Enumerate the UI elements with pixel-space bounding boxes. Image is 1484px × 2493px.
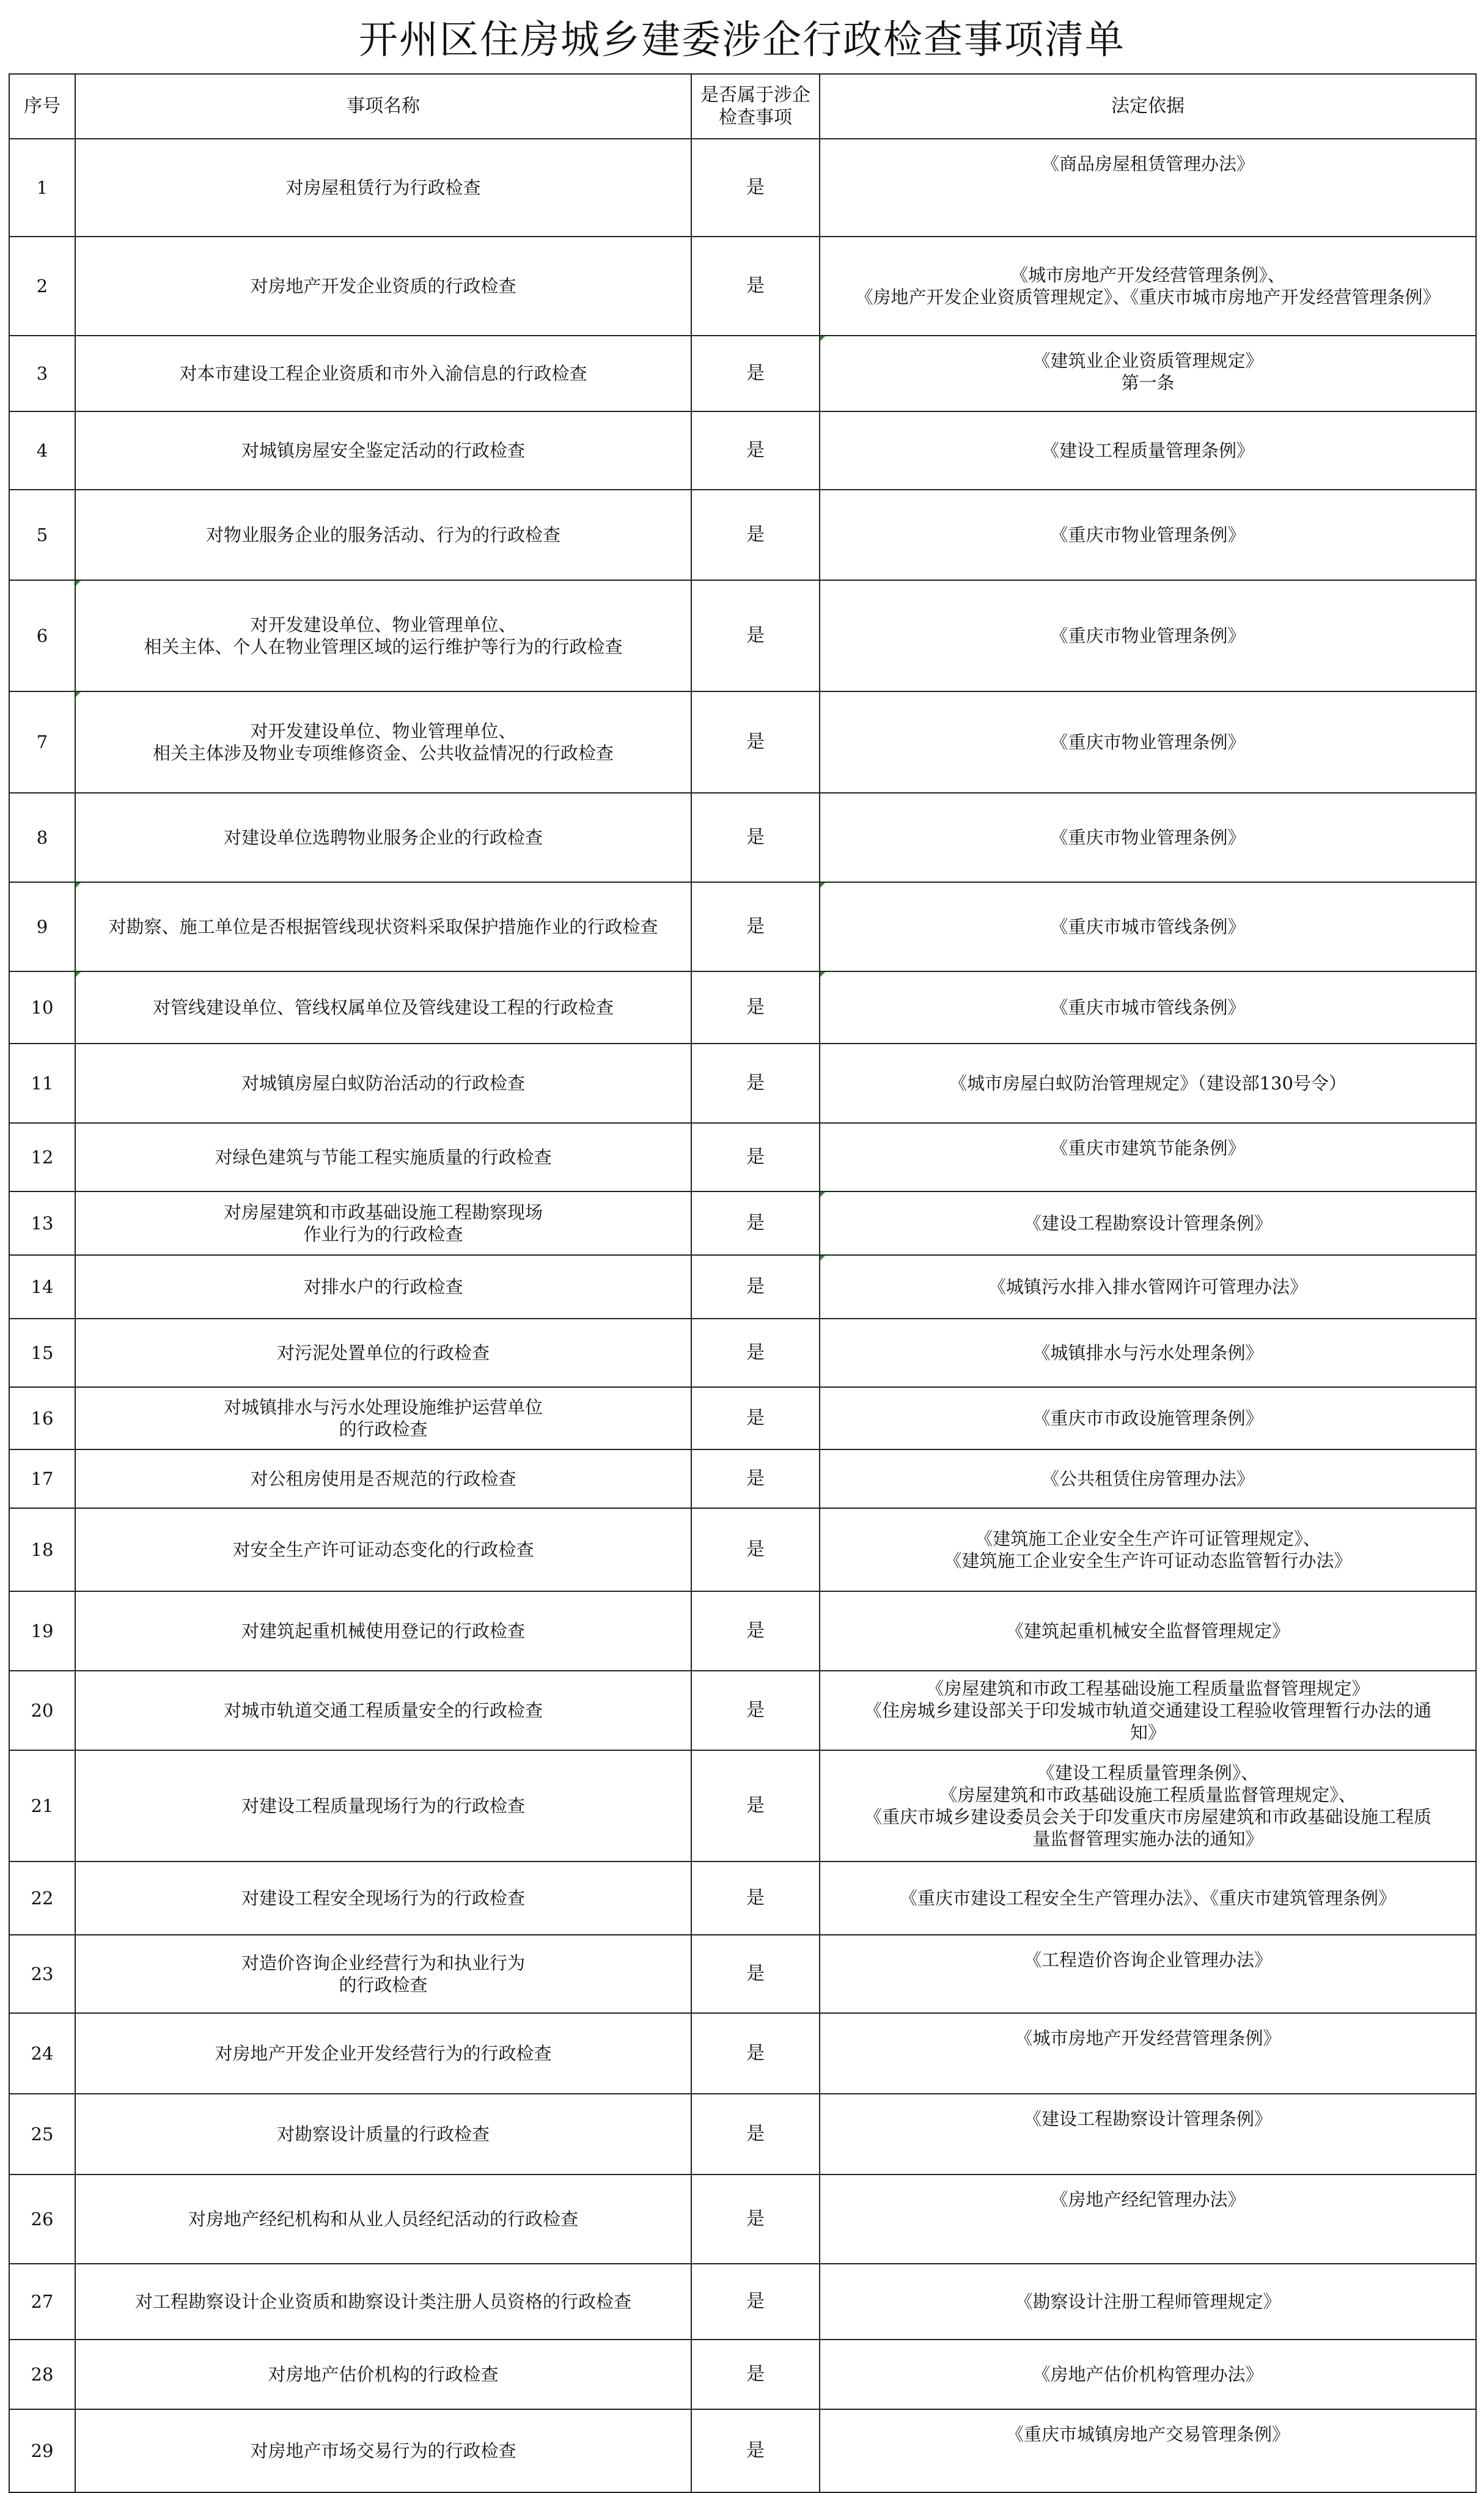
cell-enterprise: 是 [691, 580, 820, 691]
cell-name-line: 对开发建设单位、物业管理单位、 [250, 614, 516, 635]
cell-basis-line: 《城镇排水与污水处理条例》 [1032, 1342, 1263, 1363]
cell-basis-line: 《工程造价咨询企业管理办法》 [1023, 1950, 1272, 1970]
cell-basis [820, 2409, 1476, 2492]
cell-enterprise: 是 [691, 2264, 820, 2340]
cell-basis-line: 《房屋建筑和市政基础设施工程质量监督管理规定》、 [939, 1784, 1356, 1805]
cell-enterprise: 是 [691, 237, 820, 336]
cell-name [75, 2174, 691, 2264]
cell-basis [820, 1449, 1476, 1508]
cell-basis-line: 《重庆市城市管线条例》 [1050, 916, 1246, 937]
cell-basis-line: 《住房城乡建设部关于印发城市轨道交通建设工程验收管理暂行办法的通 [864, 1699, 1431, 1721]
cell-basis-line: 《重庆市市政设施管理条例》 [1032, 1407, 1263, 1429]
cell-name-line: 对城镇房屋安全鉴定活动的行政检查 [241, 440, 525, 461]
header-enterprise-line1: 是否属于涉企 [700, 84, 810, 106]
table-row [9, 1508, 1476, 1591]
cell-no: 8 [9, 793, 75, 882]
table-row [9, 2094, 1476, 2174]
cell-basis-line: 《城市房屋白蚁防治管理规定》（建设部130号令） [949, 1072, 1346, 1094]
header-no: 序号 [9, 74, 75, 139]
cell-corner-mark [820, 972, 825, 977]
cell-name-line: 相关主体、个人在物业管理区域的运行维护等行为的行政检查 [144, 636, 623, 657]
document-title: 开州区住房城乡建委涉企行政检查事项清单 [359, 18, 1125, 63]
cell-enterprise: 是 [691, 1255, 820, 1319]
cell-name-line: 对建设工程质量现场行为的行政检查 [241, 1795, 525, 1816]
table-row [9, 1255, 1476, 1319]
cell-name-line: 相关主体涉及物业专项维修资金、公共收益情况的行政检查 [152, 743, 614, 764]
cell-basis-line: 《建设工程勘察设计管理条例》 [1023, 2108, 1272, 2129]
cell-basis [820, 1508, 1476, 1591]
cell-name-line: 对公租房使用是否规范的行政检查 [250, 1468, 516, 1489]
cell-name [75, 2409, 691, 2492]
table-row [9, 2264, 1476, 2340]
cell-name-line: 对开发建设单位、物业管理单位、 [250, 720, 516, 742]
cell-enterprise: 是 [691, 2340, 820, 2409]
cell-no: 1 [9, 139, 75, 237]
cell-enterprise: 是 [691, 1935, 820, 2013]
cell-no: 17 [9, 1449, 75, 1508]
cell-no: 24 [9, 2013, 75, 2094]
cell-enterprise: 是 [691, 1750, 820, 1861]
table-row [9, 1191, 1476, 1255]
cell-basis-line: 《商品房屋租赁管理办法》 [1041, 153, 1254, 174]
cell-enterprise: 是 [691, 411, 820, 490]
cell-basis [820, 2094, 1476, 2174]
cell-name [75, 1935, 691, 2013]
cell-name-line: 对房地产经纪机构和从业人员经纪活动的行政检查 [188, 2208, 578, 2230]
cell-name-line: 对城市轨道交通工程质量安全的行政检查 [223, 1699, 543, 1721]
cell-basis-line: 《重庆市城市管线条例》 [1050, 996, 1246, 1018]
cell-name [75, 580, 691, 691]
cell-name [75, 2340, 691, 2409]
cell-basis [820, 971, 1476, 1044]
table-row [9, 2340, 1476, 2409]
table-row [9, 1671, 1476, 1750]
cell-basis-line: 《重庆市物业管理条例》 [1050, 625, 1246, 646]
cell-no: 25 [9, 2094, 75, 2174]
cell-basis [820, 237, 1476, 336]
table-row [9, 1935, 1476, 2013]
cell-name [75, 1191, 691, 1255]
cell-no: 5 [9, 490, 75, 580]
cell-enterprise: 是 [691, 1449, 820, 1508]
table-row [9, 691, 1476, 793]
table-row [9, 1123, 1476, 1191]
cell-name-line: 对建设单位选聘物业服务企业的行政检查 [223, 827, 543, 848]
cell-name [75, 411, 691, 490]
cell-name [75, 793, 691, 882]
cell-basis [820, 139, 1476, 237]
cell-no: 29 [9, 2409, 75, 2492]
cell-no: 19 [9, 1591, 75, 1671]
cell-name [75, 1861, 691, 1935]
cell-enterprise: 是 [691, 1191, 820, 1255]
cell-no: 15 [9, 1319, 75, 1387]
cell-basis-line: 《房地产经纪管理办法》 [1050, 2189, 1246, 2210]
cell-name [75, 139, 691, 237]
header-enterprise-line2: 检查事项 [719, 107, 792, 128]
cell-name [75, 1750, 691, 1861]
cell-name-line: 对房地产开发企业资质的行政检查 [250, 275, 516, 296]
table-row [9, 2013, 1476, 2094]
cell-name [75, 237, 691, 336]
table-row [9, 1449, 1476, 1508]
cell-basis [820, 1191, 1476, 1255]
cell-no: 22 [9, 1861, 75, 1935]
cell-corner-mark [76, 692, 81, 697]
cell-basis [820, 580, 1476, 691]
cell-basis-line: 《建筑业企业资质管理规定》 [1032, 350, 1263, 371]
cell-name [75, 1449, 691, 1508]
cell-name [75, 1319, 691, 1387]
table-row [9, 411, 1476, 490]
table-row [9, 490, 1476, 580]
cell-basis-line: 《重庆市物业管理条例》 [1050, 827, 1246, 848]
cell-enterprise: 是 [691, 2174, 820, 2264]
cell-basis [820, 1861, 1476, 1935]
cell-basis-line: 《城镇污水排入排水管网许可管理办法》 [988, 1276, 1307, 1297]
cell-name-line: 对房地产开发企业开发经营行为的行政检查 [215, 2042, 552, 2064]
cell-name [75, 1508, 691, 1591]
cell-basis-line: 量监督管理实施办法的通知》 [1032, 1828, 1263, 1850]
cell-basis [820, 1935, 1476, 2013]
table-row [9, 1044, 1476, 1123]
cell-basis [820, 1387, 1476, 1449]
cell-enterprise: 是 [691, 1861, 820, 1935]
cell-no: 10 [9, 971, 75, 1044]
cell-name-line: 对本市建设工程企业资质和市外入渝信息的行政检查 [179, 363, 587, 384]
cell-basis-line: 《房地产开发企业资质管理规定》、《重庆市城市房地产开发经营管理条例》 [855, 287, 1441, 307]
cell-basis-line: 《重庆市物业管理条例》 [1050, 731, 1246, 753]
cell-basis [820, 411, 1476, 490]
cell-basis-line: 《重庆市城镇房地产交易管理条例》 [1005, 2424, 1290, 2445]
cell-name [75, 2264, 691, 2340]
cell-name [75, 2013, 691, 2094]
table-row [9, 1387, 1476, 1449]
cell-name-line: 对安全生产许可证动态变化的行政检查 [232, 1539, 534, 1560]
cell-name-line: 对工程勘察设计企业资质和勘察设计类注册人员资格的行政检查 [134, 2291, 631, 2312]
cell-no: 9 [9, 882, 75, 971]
cell-enterprise: 是 [691, 2013, 820, 2094]
cell-name-line: 对建筑起重机械使用登记的行政检查 [241, 1620, 525, 1641]
cell-no: 28 [9, 2340, 75, 2409]
cell-basis-line: 《重庆市物业管理条例》 [1050, 524, 1246, 545]
table-row [9, 237, 1476, 336]
cell-name [75, 1044, 691, 1123]
cell-name-line: 对房地产市场交易行为的行政检查 [250, 2440, 516, 2461]
cell-enterprise: 是 [691, 1319, 820, 1387]
cell-basis-line: 《建设工程勘察设计管理条例》 [1023, 1212, 1272, 1234]
cell-corner-mark [820, 1256, 825, 1261]
table-row [9, 2409, 1476, 2492]
cell-corner-mark [76, 972, 81, 977]
cell-basis [820, 336, 1476, 411]
cell-name [75, 1671, 691, 1750]
cell-no: 26 [9, 2174, 75, 2264]
table-row [9, 1591, 1476, 1671]
cell-basis [820, 1123, 1476, 1191]
cell-name-line: 对造价咨询企业经营行为和执业行为 [241, 1952, 525, 1973]
cell-no: 13 [9, 1191, 75, 1255]
cell-name-line: 对污泥处置单位的行政检查 [276, 1342, 490, 1363]
cell-no: 27 [9, 2264, 75, 2340]
cell-no: 2 [9, 237, 75, 336]
cell-enterprise: 是 [691, 1044, 820, 1123]
table-row [9, 971, 1476, 1044]
cell-name-line: 对房屋建筑和市政基础设施工程勘察现场 [223, 1201, 543, 1223]
cell-enterprise: 是 [691, 1387, 820, 1449]
table-row [9, 139, 1476, 237]
cell-basis-line: 《建设工程质量管理条例》 [1041, 440, 1254, 461]
cell-corner-mark [76, 581, 81, 586]
table-row [9, 336, 1476, 411]
cell-enterprise: 是 [691, 2409, 820, 2492]
cell-enterprise: 是 [691, 1591, 820, 1671]
cell-name-line: 对管线建设单位、管线权属单位及管线建设工程的行政检查 [152, 996, 614, 1018]
cell-basis [820, 882, 1476, 971]
cell-name-line: 对城镇房屋白蚁防治活动的行政检查 [241, 1072, 525, 1094]
header-name: 事项名称 [75, 74, 691, 139]
cell-name-line: 对勘察、施工单位是否根据管线现状资料采取保护措施作业的行政检查 [108, 916, 658, 937]
cell-corner-mark [76, 883, 81, 888]
cell-basis-line: 《城市房地产开发经营管理条例》 [1015, 2028, 1281, 2049]
cell-basis-line: 《重庆市建筑节能条例》 [1050, 1138, 1246, 1158]
table-row [9, 580, 1476, 691]
cell-name-line: 对排水户的行政检查 [303, 1276, 463, 1297]
cell-basis [820, 793, 1476, 882]
cell-name-line: 的行政检查 [339, 1419, 428, 1440]
cell-enterprise: 是 [691, 1123, 820, 1191]
cell-name-line: 对房屋租赁行为行政检查 [285, 177, 481, 198]
cell-basis-line: 第一条 [1121, 372, 1175, 394]
cell-no: 18 [9, 1508, 75, 1591]
cell-enterprise: 是 [691, 1671, 820, 1750]
cell-enterprise: 是 [691, 1508, 820, 1591]
cell-enterprise: 是 [691, 793, 820, 882]
cell-enterprise: 是 [691, 139, 820, 237]
cell-enterprise: 是 [691, 2094, 820, 2174]
cell-basis-line: 《公共租赁住房管理办法》 [1041, 1468, 1254, 1489]
cell-name-line: 对房地产估价机构的行政检查 [268, 2363, 499, 2385]
cell-basis [820, 2264, 1476, 2340]
cell-enterprise: 是 [691, 971, 820, 1044]
cell-basis-line: 《重庆市城乡建设委员会关于印发重庆市房屋建筑和市政基础设施工程质 [864, 1806, 1431, 1827]
cell-basis [820, 1671, 1476, 1750]
table-body [9, 139, 1476, 2492]
cell-no: 3 [9, 336, 75, 411]
cell-no: 20 [9, 1671, 75, 1750]
cell-name [75, 1591, 691, 1671]
table-row [9, 1750, 1476, 1861]
cell-no: 4 [9, 411, 75, 490]
cell-basis [820, 1319, 1476, 1387]
cell-name [75, 882, 691, 971]
cell-basis [820, 2340, 1476, 2409]
cell-no: 12 [9, 1123, 75, 1191]
cell-basis-line: 知》 [1130, 1722, 1166, 1744]
cell-name-line: 的行政检查 [339, 1975, 428, 1995]
cell-corner-mark [820, 1192, 825, 1197]
cell-no: 21 [9, 1750, 75, 1861]
cell-basis-line: 《房地产估价机构管理办法》 [1032, 2363, 1263, 2385]
cell-name [75, 336, 691, 411]
cell-name-line: 对城镇排水与污水处理设施维护运营单位 [223, 1396, 543, 1418]
table-row [9, 2174, 1476, 2264]
cell-name [75, 1387, 691, 1449]
cell-basis [820, 2174, 1476, 2264]
cell-no: 6 [9, 580, 75, 691]
cell-basis-line: 《重庆市建设工程安全生产管理办法》、《重庆市建筑管理条例》 [899, 1887, 1396, 1909]
inspection-table [9, 73, 1477, 2493]
cell-basis-line: 《勘察设计注册工程师管理规定》 [1015, 2291, 1281, 2312]
cell-basis [820, 1750, 1476, 1861]
cell-name [75, 490, 691, 580]
cell-no: 16 [9, 1387, 75, 1449]
cell-basis-line: 《建筑起重机械安全监督管理规定》 [1005, 1620, 1290, 1641]
cell-basis-line: 《建筑施工企业安全生产许可证管理规定》、 [975, 1528, 1321, 1549]
cell-enterprise: 是 [691, 691, 820, 793]
header-basis: 法定依据 [820, 74, 1476, 139]
cell-basis [820, 1591, 1476, 1671]
cell-name [75, 691, 691, 793]
table-header-row [9, 74, 1476, 139]
cell-basis [820, 1044, 1476, 1123]
cell-basis-line: 《建筑施工企业安全生产许可证动态监管暂行办法》 [944, 1550, 1352, 1571]
cell-corner-mark [820, 883, 825, 888]
cell-enterprise: 是 [691, 490, 820, 580]
cell-name [75, 1255, 691, 1319]
cell-no: 23 [9, 1935, 75, 2013]
table-row [9, 793, 1476, 882]
cell-name [75, 2094, 691, 2174]
cell-no: 7 [9, 691, 75, 793]
cell-basis [820, 1255, 1476, 1319]
cell-name-line: 对绿色建筑与节能工程实施质量的行政检查 [215, 1146, 552, 1168]
cell-basis [820, 2013, 1476, 2094]
cell-name-line: 对建设工程安全现场行为的行政检查 [241, 1887, 525, 1909]
cell-corner-mark [820, 336, 825, 341]
cell-basis-line: 《城市房地产开发经营管理条例》、 [1010, 264, 1285, 285]
cell-enterprise: 是 [691, 882, 820, 971]
cell-no: 11 [9, 1044, 75, 1123]
header-enterprise [691, 74, 820, 139]
cell-name [75, 971, 691, 1044]
cell-name-line: 作业行为的行政检查 [303, 1224, 463, 1245]
cell-basis-line: 《房屋建筑和市政工程基础设施工程质量监督管理规定》 [926, 1677, 1370, 1699]
cell-name-line: 对物业服务企业的服务活动、行为的行政检查 [205, 524, 560, 545]
cell-name-line: 对勘察设计质量的行政检查 [276, 2123, 490, 2145]
cell-basis [820, 490, 1476, 580]
cell-basis [820, 691, 1476, 793]
cell-basis-line: 《建设工程质量管理条例》、 [1037, 1762, 1259, 1783]
table-row [9, 1861, 1476, 1935]
table-row [9, 1319, 1476, 1387]
table-row [9, 882, 1476, 971]
cell-no: 14 [9, 1255, 75, 1319]
cell-enterprise: 是 [691, 336, 820, 411]
cell-name [75, 1123, 691, 1191]
